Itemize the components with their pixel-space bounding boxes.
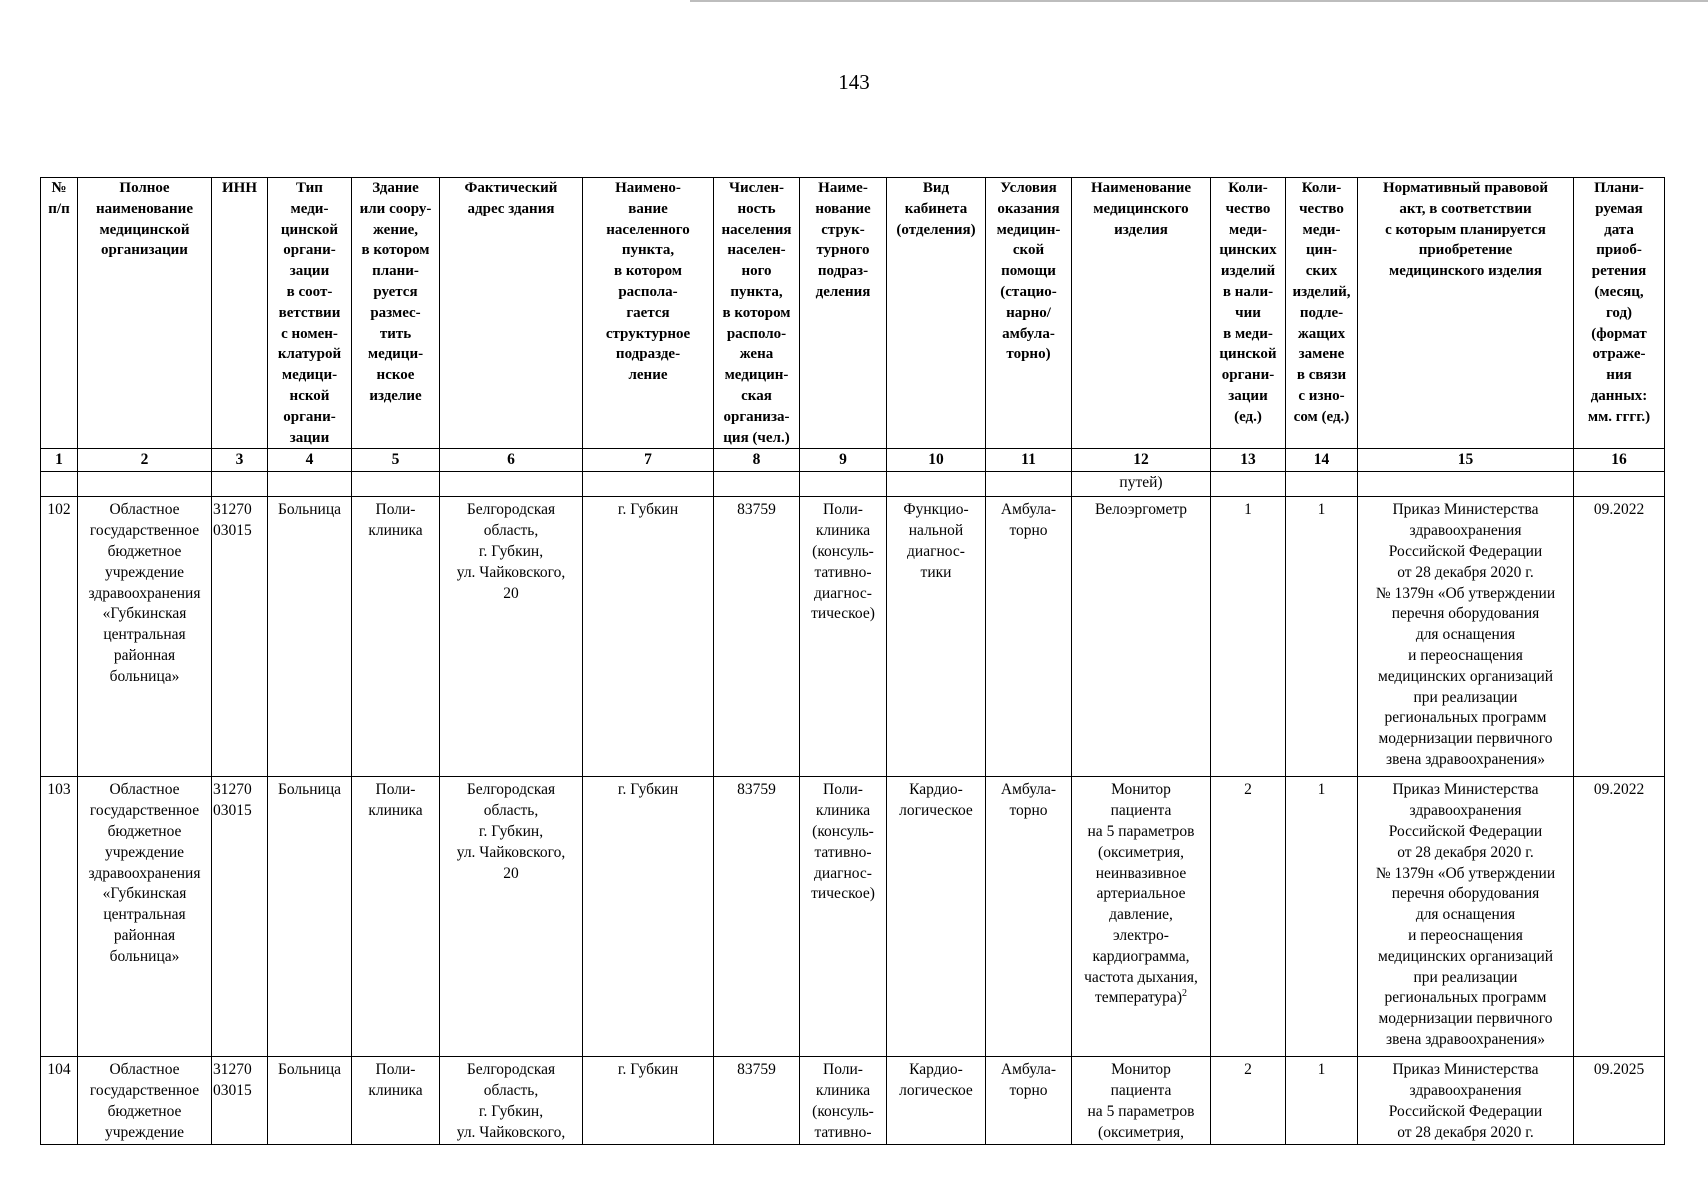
device-name: Монитор пациента на 5 параметров (оксиметрия, неинвазивное артериальное давление, электро- кардиограмма, частота дыхания, температура) [1084, 781, 1198, 1007]
legal-act: Приказ Министерства здравоохранения Российской Федерации от 28 декабря 2020 г. № 1379н «Об утверждении перечня оборудования для оснащения и переоснащения медицинских организаций при реализации региональных программ модернизации первичного звена здравоохранения» [1358, 777, 1574, 1057]
header-device: Наименование медицинского изделия [1072, 178, 1211, 449]
table-row [41, 1057, 1665, 1144]
subdivision: Поли- клиника (консуль- тативно- диагнос- тическое) [800, 497, 887, 777]
available-count: 2 [1211, 1057, 1286, 1144]
column-number-row [41, 449, 1665, 472]
org-type: Больница [268, 497, 352, 777]
header-num: № п/п [41, 178, 78, 449]
building: Поли- клиника [352, 777, 440, 1057]
building: Поли- клиника [352, 1057, 440, 1144]
table-row [41, 777, 1665, 1057]
column-number: 13 [1211, 449, 1286, 472]
replace-count: 1 [1286, 777, 1358, 1057]
column-number: 6 [440, 449, 583, 472]
header-org-type: Тип меди- цинской органи- зации в соот- ветствии с номен- клатурой медици- нской органи- зации [268, 178, 352, 449]
header-legal-act: Нормативный правовой акт, в соответствии с которым планируется приобретение медицинского изделия [1358, 178, 1574, 449]
available-count: 1 [1211, 497, 1286, 777]
conditions: Амбула- торно [986, 1057, 1072, 1144]
header-address: Фактический адрес здания [440, 178, 583, 449]
page-number: 143 [838, 70, 870, 94]
planned-date: 09.2025 [1574, 1057, 1665, 1144]
column-number: 3 [212, 449, 268, 472]
address: Белгородская область, г. Губкин, ул. Чайковского, 20 [440, 777, 583, 1057]
header-replace: Коли- чество меди- цин- ских изделий, подле- жащих замене в связи с изно- сом (ед.) [1286, 178, 1358, 449]
scan-artifact-line-1 [690, 0, 920, 2]
planned-date: 09.2022 [1574, 777, 1665, 1057]
cabinet: Кардио- логическое [887, 777, 986, 1057]
subdivision: Поли- клиника (консуль- тативно- диагнос- тическое) [800, 777, 887, 1057]
row-number: 103 [41, 777, 78, 1057]
column-number: 1 [41, 449, 78, 472]
scan-artifact-line-2 [900, 0, 1708, 2]
header-conditions: Условия оказания медицин- ской помощи (стацио- нарно/ амбула- торно) [986, 178, 1072, 449]
header-date: Плани- руемая дата приоб- ретения (месяц, год) (формат отраже- ния данных: мм. гггг.) [1574, 178, 1665, 449]
building: Поли- клиника [352, 497, 440, 777]
header-row [41, 178, 1665, 449]
column-number: 9 [800, 449, 887, 472]
settlement: г. Губкин [583, 777, 714, 1057]
settlement: г. Губкин [583, 497, 714, 777]
column-number: 7 [583, 449, 714, 472]
org-type: Больница [268, 1057, 352, 1144]
column-number: 2 [78, 449, 212, 472]
cabinet: Функцио- нальной диагнос- тики [887, 497, 986, 777]
column-number: 5 [352, 449, 440, 472]
row-number: 104 [41, 1057, 78, 1144]
replace-count: 1 [1286, 497, 1358, 777]
header-available: Коли- чество меди- цинских изделий в нали- чии в меди- цинской органи- зации (ед.) [1211, 178, 1286, 449]
population: 83759 [714, 1057, 800, 1144]
column-number: 10 [887, 449, 986, 472]
header-org-name: Полное наименование медицинской организации [78, 178, 212, 449]
medical-equipment-table [40, 177, 1665, 1145]
address: Белгородская область, г. Губкин, ул. Чайковского, [440, 1057, 583, 1144]
org-name: Областное государственное бюджетное учреждение здравоохранения «Губкинская центральная районная больница» [78, 497, 212, 777]
conditions: Амбула- торно [986, 497, 1072, 777]
device-name-cell [1072, 777, 1211, 1057]
device-name: Велоэргометр [1072, 497, 1211, 777]
header-settlement: Наимено- вание населенного пункта, в котором распола- гается структурное подразде- ление [583, 178, 714, 449]
header-population: Числен- ность населения населен- ного пункта, в котором располо- жена медицин- ская организа- ция (чел.) [714, 178, 800, 449]
org-name: Областное государственное бюджетное учреждение [78, 1057, 212, 1144]
inn: 31270 03015 [212, 1057, 268, 1144]
org-type: Больница [268, 777, 352, 1057]
address: Белгородская область, г. Губкин, ул. Чайковского, 20 [440, 497, 583, 777]
cabinet: Кардио- логическое [887, 1057, 986, 1144]
replace-count: 1 [1286, 1057, 1358, 1144]
table-row [41, 497, 1665, 777]
row-number: 102 [41, 497, 78, 777]
legal-act: Приказ Министерства здравоохранения Российской Федерации от 28 декабря 2020 г. № 1379н «Об утверждении перечня оборудования для оснащения и переоснащения медицинских организаций при реализации региональных программ модернизации первичного звена здравоохранения» [1358, 497, 1574, 777]
continuation-row [41, 472, 1665, 497]
header-inn: ИНН [212, 178, 268, 449]
available-count: 2 [1211, 777, 1286, 1057]
population: 83759 [714, 497, 800, 777]
settlement: г. Губкин [583, 1057, 714, 1144]
conditions: Амбула- торно [986, 777, 1072, 1057]
header-subdivision: Наиме- нование струк- турного подраз- деления [800, 178, 887, 449]
legal-act: Приказ Министерства здравоохранения Российской Федерации от 28 декабря 2020 г. [1358, 1057, 1574, 1144]
planned-date: 09.2022 [1574, 497, 1665, 777]
inn: 31270 03015 [212, 497, 268, 777]
column-number: 8 [714, 449, 800, 472]
column-number: 11 [986, 449, 1072, 472]
org-name: Областное государственное бюджетное учреждение здравоохранения «Губкинская центральная районная больница» [78, 777, 212, 1057]
header-building: Здание или соору- жение, в котором плани- руется размес- тить медици- нское изделие [352, 178, 440, 449]
device-name: Монитор пациента на 5 параметров (оксиметрия, [1072, 1057, 1211, 1144]
column-number: 15 [1358, 449, 1574, 472]
column-number: 12 [1072, 449, 1211, 472]
column-number: 16 [1574, 449, 1665, 472]
column-number: 4 [268, 449, 352, 472]
column-number: 14 [1286, 449, 1358, 472]
continuation-text: путей) [1072, 472, 1211, 497]
population: 83759 [714, 777, 800, 1057]
device-footnote: 2 [1181, 988, 1187, 1000]
inn: 31270 03015 [212, 777, 268, 1057]
subdivision: Поли- клиника (консуль- тативно- [800, 1057, 887, 1144]
header-cabinet: Вид кабинета (отделения) [887, 178, 986, 449]
